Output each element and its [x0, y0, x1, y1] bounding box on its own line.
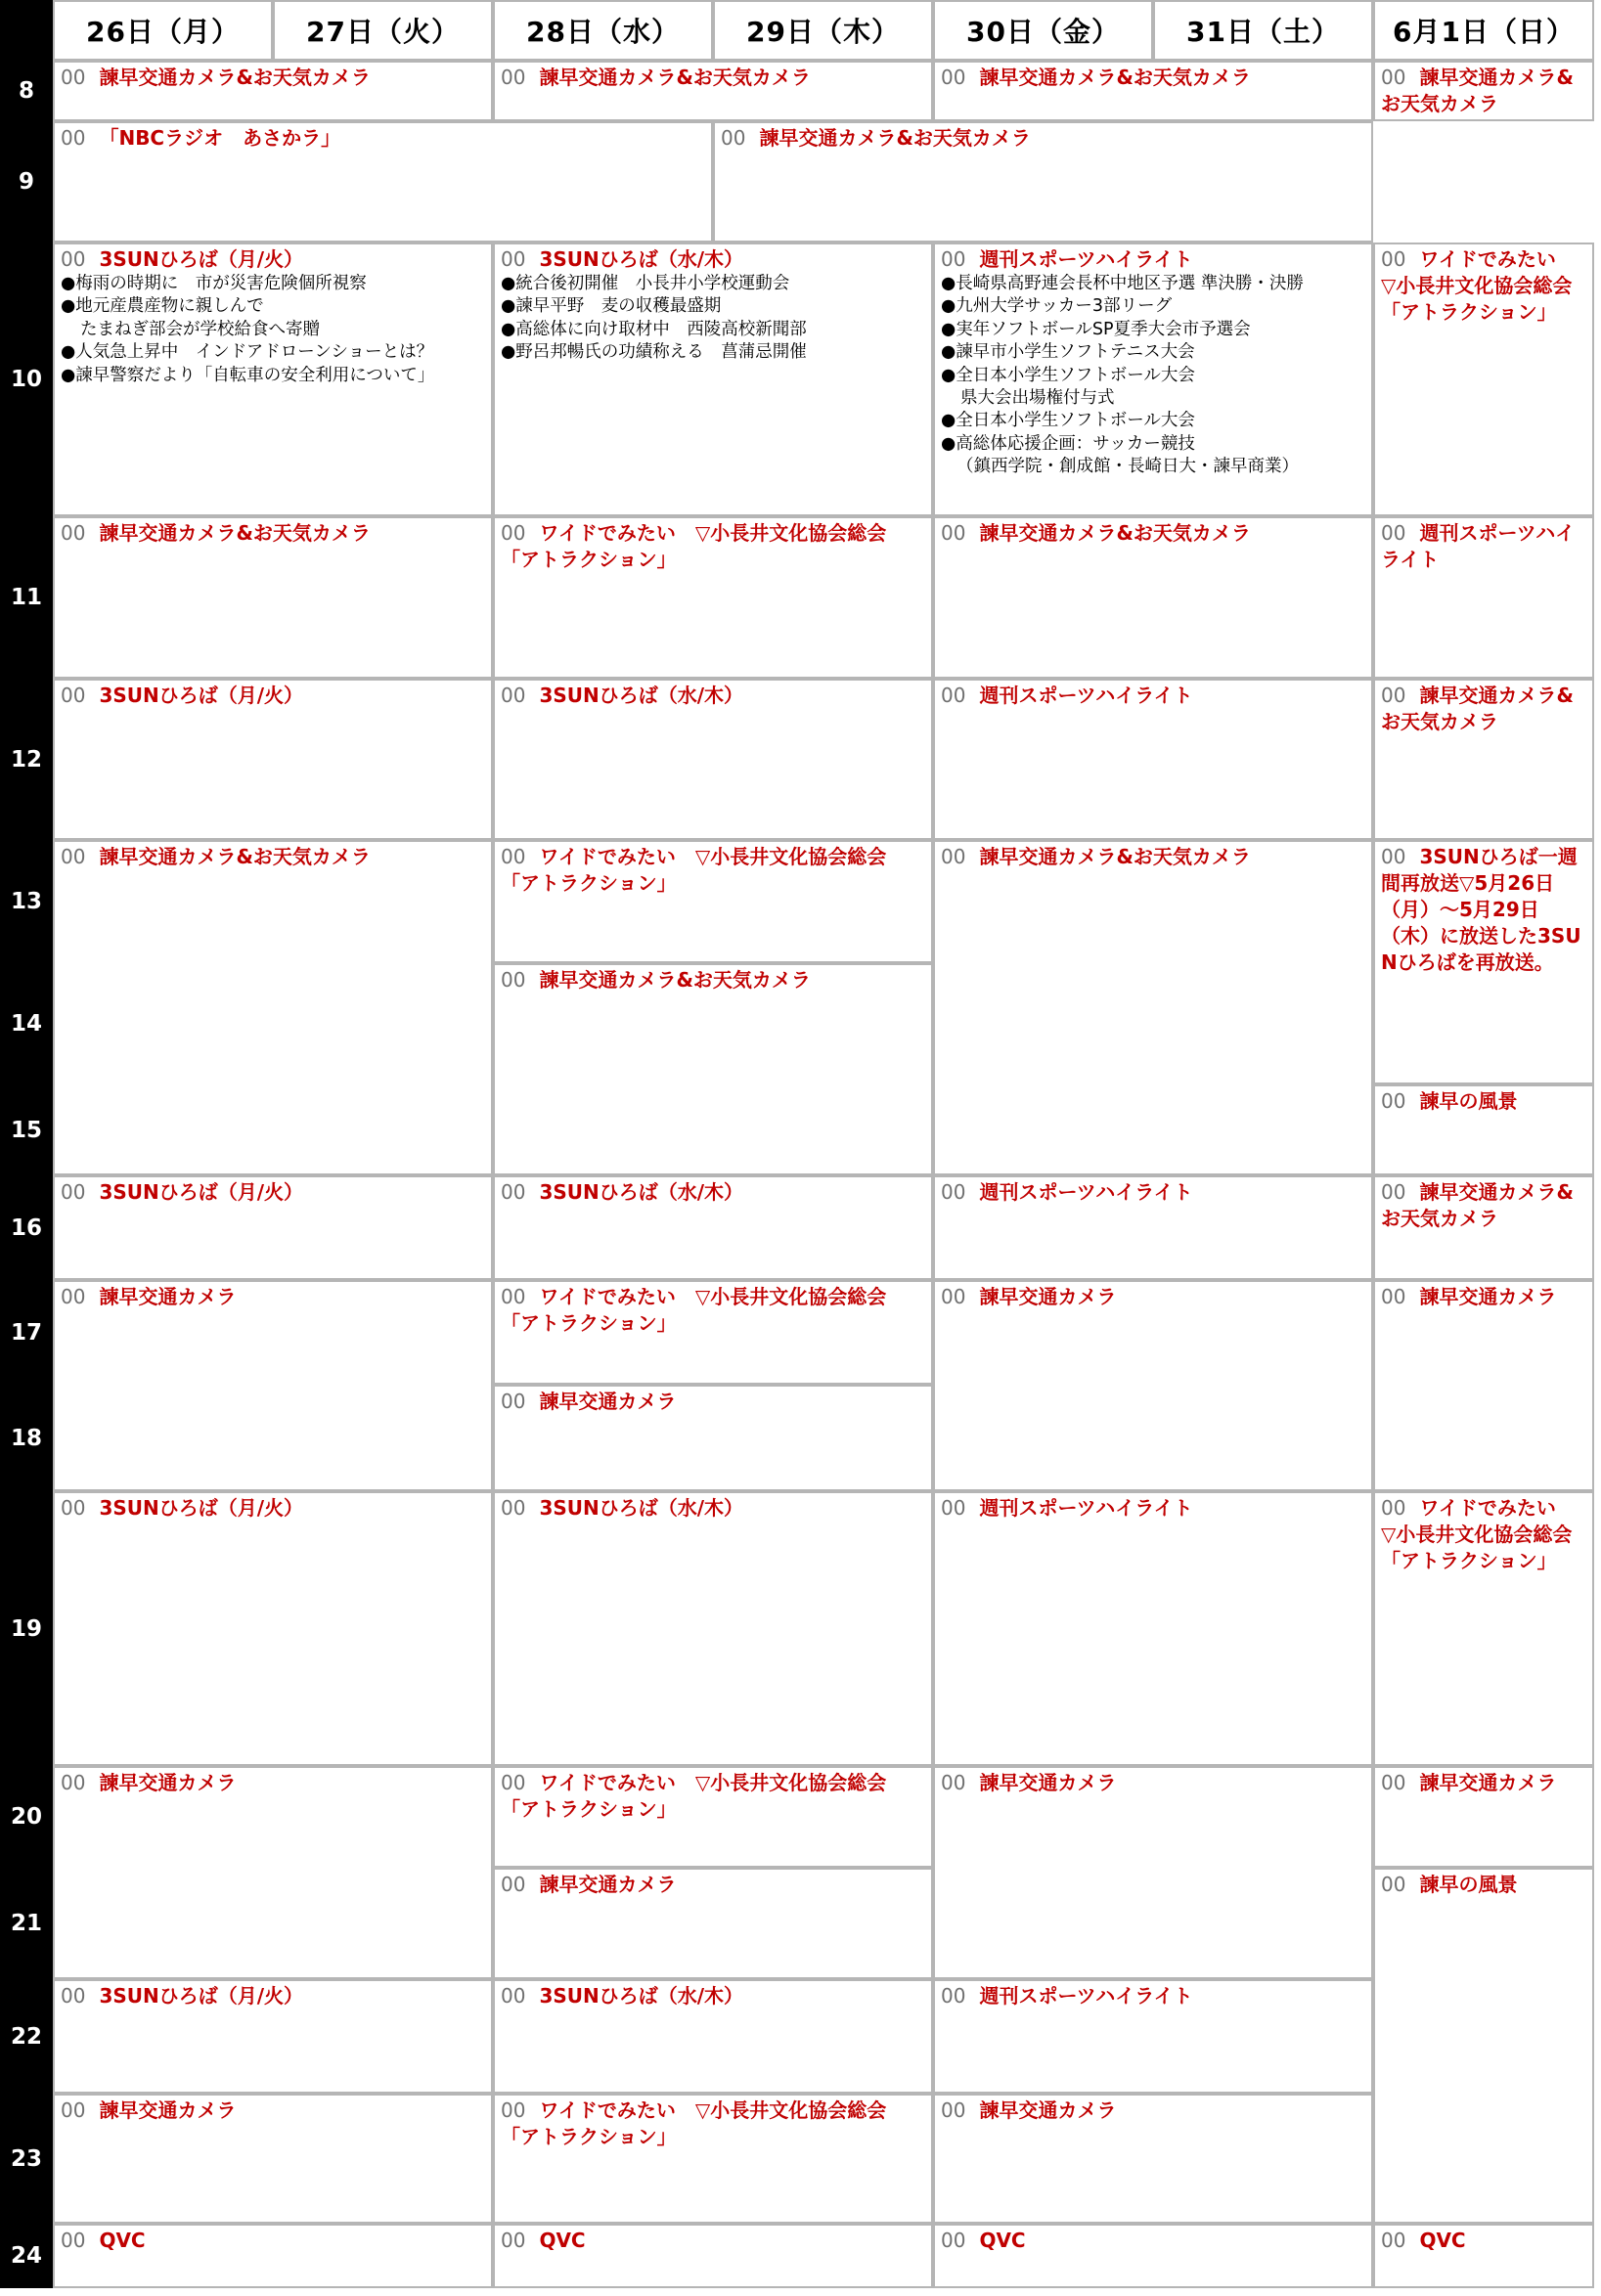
- program-title: 諫早交通カメラ: [539, 1390, 677, 1413]
- sunhiroba-program-title: [501, 683, 925, 709]
- program-cell[interactable]: [493, 840, 933, 963]
- start-minute: 00: [61, 845, 86, 868]
- day-header: 31日（土）: [1153, 0, 1373, 61]
- wide-program-title: [501, 844, 925, 897]
- program-title: 諫早交通カメラ: [539, 1873, 677, 1896]
- start-minute: 00: [501, 845, 526, 868]
- program-cell[interactable]: [53, 679, 493, 840]
- program-cell[interactable]: [713, 121, 1373, 243]
- traffic-camera-program-title: [61, 2097, 485, 2124]
- day-header: 26日（月）: [53, 0, 273, 61]
- sunhiroba-program-title: [61, 683, 485, 709]
- start-minute: 00: [1381, 247, 1406, 271]
- program-title: QVC: [99, 2229, 146, 2252]
- program-title: ワイドでみたい ▽小長井文化協会総会「アトラクション」: [1381, 247, 1576, 324]
- program-cell[interactable]: [493, 963, 933, 1175]
- start-minute: 00: [61, 684, 86, 707]
- program-title: 3SUNひろば（月/火）: [99, 1180, 304, 1204]
- start-minute: 00: [1381, 1285, 1406, 1308]
- program-title: 諫早交通カメラ&お天気カメラ: [979, 66, 1251, 89]
- hour-label: 11: [0, 516, 53, 679]
- program-cell[interactable]: [53, 243, 493, 516]
- program-detail-item: 県大会出場権付与式: [960, 388, 1115, 409]
- program-title: 3SUNひろば（月/火）: [99, 1496, 304, 1520]
- start-minute: 00: [501, 684, 526, 707]
- qvc-program-title: [61, 2228, 485, 2254]
- start-minute: 00: [941, 247, 966, 271]
- program-cell[interactable]: [53, 1280, 493, 1491]
- start-minute: 00: [941, 2098, 966, 2122]
- program-cell[interactable]: [493, 1385, 933, 1491]
- program-cell[interactable]: [53, 1491, 493, 1766]
- hour-label: 15: [0, 1084, 53, 1175]
- program-cell[interactable]: [933, 2094, 1373, 2224]
- rebroadcast-program-title: [1381, 844, 1586, 976]
- sunhiroba-program-title: [501, 1179, 925, 1206]
- nbc-radio-program-title: [61, 125, 705, 152]
- program-cell[interactable]: [933, 840, 1373, 1175]
- program-title: ワイドでみたい ▽小長井文化協会総会「アトラクション」: [501, 1771, 887, 1821]
- day-header: 29日（木）: [713, 0, 933, 61]
- program-detail-item: たまねぎ部会が学校給食へ寄贈: [80, 319, 320, 339]
- program-cell[interactable]: [933, 679, 1373, 840]
- program-title: 3SUNひろば（水/木）: [539, 247, 744, 271]
- program-details-list: [61, 273, 485, 387]
- program-title: 諫早交通カメラ&お天気カメラ: [539, 968, 811, 992]
- sunhiroba-program-title: [501, 1983, 925, 2009]
- program-title: QVC: [1419, 2229, 1466, 2252]
- start-minute: 00: [1381, 845, 1406, 868]
- program-title: 諫早の風景: [1419, 1873, 1518, 1896]
- sports-highlight-program-title: [1381, 520, 1586, 573]
- start-minute: 00: [61, 66, 86, 89]
- start-minute: 00: [501, 968, 526, 992]
- program-cell[interactable]: [493, 1175, 933, 1280]
- program-title: 3SUNひろば（月/火）: [99, 247, 304, 271]
- program-title: 3SUNひろば一週間再放送▽5月26日（月）～5月29日（木）に放送した3SUNひろばを再放送。: [1381, 845, 1581, 974]
- traffic-camera-program-title: [1381, 1284, 1586, 1310]
- sunhiroba-program-title: [61, 246, 485, 273]
- program-cell[interactable]: [53, 2224, 493, 2288]
- program-title: 「NBCラジオ あさかラ」: [99, 126, 341, 150]
- start-minute: 00: [941, 2229, 966, 2252]
- start-minute: 00: [61, 2098, 86, 2122]
- program-title: 3SUNひろば（月/火）: [99, 1984, 304, 2008]
- traffic-camera-program-title: [941, 1284, 1365, 1310]
- program-title: ワイドでみたい ▽小長井文化協会総会「アトラクション」: [1381, 1496, 1576, 1572]
- traffic-camera-program-title: [1381, 65, 1586, 117]
- program-cell[interactable]: [53, 121, 713, 243]
- start-minute: 00: [1381, 684, 1406, 707]
- qvc-program-title: [501, 2228, 925, 2254]
- start-minute: 00: [61, 1496, 86, 1520]
- program-title: 諫早交通カメラ&お天気カメラ: [539, 66, 811, 89]
- start-minute: 00: [941, 684, 966, 707]
- program-title: ワイドでみたい ▽小長井文化協会総会「アトラクション」: [501, 1285, 887, 1335]
- sunhiroba-program-title: [501, 246, 925, 273]
- hour-label: 18: [0, 1385, 53, 1491]
- program-title: 諫早交通カメラ: [1419, 1771, 1557, 1794]
- wide-program-title: [501, 1770, 925, 1823]
- program-cell[interactable]: [933, 1491, 1373, 1766]
- program-title: 諫早交通カメラ&お天気カメラ: [1381, 1180, 1574, 1230]
- sports-highlight-program-title: [941, 1495, 1365, 1522]
- program-cell[interactable]: [53, 61, 493, 121]
- program-cell[interactable]: [493, 1868, 933, 1979]
- program-title: 3SUNひろば（月/火）: [99, 684, 304, 707]
- program-title: 諫早交通カメラ&お天気カメラ: [99, 66, 371, 89]
- start-minute: 00: [501, 247, 526, 271]
- start-minute: 00: [1381, 2229, 1406, 2252]
- start-minute: 00: [501, 2098, 526, 2122]
- program-cell[interactable]: [493, 1491, 933, 1766]
- start-minute: 00: [501, 1390, 526, 1413]
- start-minute: 00: [61, 521, 86, 545]
- traffic-camera-program-title: [1381, 1179, 1586, 1232]
- start-minute: 00: [941, 521, 966, 545]
- start-minute: 00: [941, 845, 966, 868]
- program-cell[interactable]: [493, 61, 933, 121]
- program-title: 週刊スポーツハイライト: [1381, 521, 1576, 571]
- program-title: ワイドでみたい ▽小長井文化協会総会「アトラクション」: [501, 521, 887, 571]
- hour-label: 9: [0, 121, 53, 243]
- program-detail-item: ● 全日本小学生ソフトボール大会: [941, 365, 1365, 387]
- program-detail-item: ● 地元産農産物に親しんで: [61, 295, 485, 318]
- program-cell[interactable]: [1373, 1868, 1594, 2224]
- start-minute: 00: [61, 1984, 86, 2008]
- program-title: QVC: [539, 2229, 586, 2252]
- start-minute: 00: [61, 247, 86, 271]
- traffic-camera-program-title: [941, 844, 1365, 870]
- hour-label: 13: [0, 840, 53, 963]
- program-detail-item: （鎮西学院・創成館・長崎日大・諫早商業）: [956, 457, 1299, 477]
- program-title: 諫早の風景: [1419, 1089, 1518, 1113]
- program-title: 諫早交通カメラ: [979, 2098, 1117, 2122]
- start-minute: 00: [501, 1771, 526, 1794]
- program-cell[interactable]: [933, 516, 1373, 679]
- program-cell[interactable]: [493, 2224, 933, 2288]
- traffic-camera-program-title: [1381, 683, 1586, 735]
- program-detail-item: ● 実年ソフトボールSP夏季大会市予選会: [941, 319, 1365, 341]
- program-title: QVC: [979, 2229, 1026, 2252]
- program-cell[interactable]: [493, 1766, 933, 1868]
- scenery-program-title: [1381, 1872, 1586, 1898]
- start-minute: 00: [1381, 66, 1406, 89]
- traffic-camera-program-title: [61, 520, 485, 547]
- program-title: 週刊スポーツハイライト: [979, 684, 1193, 707]
- sports-highlight-program-title: [941, 246, 1365, 273]
- program-title: 諫早交通カメラ&お天気カメラ: [1381, 684, 1574, 733]
- program-cell[interactable]: [1373, 1491, 1594, 1766]
- program-title: 諫早交通カメラ: [979, 1285, 1117, 1308]
- program-cell[interactable]: [493, 679, 933, 840]
- program-cell[interactable]: [933, 243, 1373, 516]
- hour-label: 24: [0, 2224, 53, 2288]
- program-title: 諫早交通カメラ&お天気カメラ: [99, 845, 371, 868]
- program-details-list: [501, 273, 925, 365]
- program-title: ワイドでみたい ▽小長井文化協会総会「アトラクション」: [501, 2098, 887, 2148]
- program-cell[interactable]: [53, 840, 493, 1175]
- program-cell[interactable]: [53, 1766, 493, 1979]
- start-minute: 00: [941, 66, 966, 89]
- program-detail-item: ● 諫早警察だより「自転車の安全利用について」: [61, 365, 485, 387]
- start-minute: 00: [61, 1771, 86, 1794]
- start-minute: 00: [1381, 1771, 1406, 1794]
- start-minute: 00: [501, 1285, 526, 1308]
- traffic-camera-program-title: [61, 1284, 485, 1310]
- qvc-program-title: [1381, 2228, 1586, 2254]
- hour-label: 17: [0, 1280, 53, 1385]
- start-minute: 00: [1381, 1180, 1406, 1204]
- start-minute: 00: [501, 66, 526, 89]
- program-cell[interactable]: [493, 2094, 933, 2224]
- program-detail-item: ● 長崎県高野連会長杯中地区予選 準決勝・決勝: [941, 273, 1365, 295]
- program-title: 週刊スポーツハイライト: [979, 1180, 1193, 1204]
- hour-label: 8: [0, 61, 53, 121]
- program-cell[interactable]: [1373, 1766, 1594, 1868]
- start-minute: 00: [501, 1984, 526, 2008]
- program-cell[interactable]: [493, 243, 933, 516]
- hour-label: 23: [0, 2094, 53, 2224]
- program-title: 諫早交通カメラ&お天気カメラ: [979, 521, 1251, 545]
- start-minute: 00: [61, 126, 86, 150]
- wide-program-title: [501, 1284, 925, 1337]
- sports-highlight-program-title: [941, 683, 1365, 709]
- program-title: 諫早交通カメラ: [99, 2098, 237, 2122]
- day-header: 6月1日（日）: [1373, 0, 1594, 61]
- traffic-camera-program-title: [941, 65, 1365, 91]
- hour-label: 16: [0, 1175, 53, 1280]
- program-detail-item: ● 高総体に向け取材中 西陵高校新聞部: [501, 319, 925, 341]
- program-title: 諫早交通カメラ: [979, 1771, 1117, 1794]
- start-minute: 00: [501, 1496, 526, 1520]
- start-minute: 00: [1381, 1873, 1406, 1896]
- traffic-camera-program-title: [501, 1389, 925, 1415]
- day-header: 30日（金）: [933, 0, 1153, 61]
- program-title: 諫早交通カメラ: [99, 1285, 237, 1308]
- program-cell[interactable]: [933, 1175, 1373, 1280]
- wide-program-title: [1381, 246, 1586, 326]
- wide-program-title: [501, 520, 925, 573]
- program-cell[interactable]: [1373, 61, 1594, 121]
- program-cell[interactable]: [1373, 243, 1594, 516]
- wide-program-title: [501, 2097, 925, 2150]
- program-title: 3SUNひろば（水/木）: [539, 1180, 744, 1204]
- sunhiroba-program-title: [501, 1495, 925, 1522]
- wide-program-title: [1381, 1495, 1586, 1574]
- program-detail-item: ● 野呂邦暢氏の功績称える 菖蒲忌開催: [501, 341, 925, 364]
- program-cell[interactable]: [1373, 1084, 1594, 1175]
- program-cell[interactable]: [933, 1766, 1373, 1979]
- program-cell[interactable]: [1373, 679, 1594, 840]
- program-title: 諫早交通カメラ&お天気カメラ: [979, 845, 1251, 868]
- qvc-program-title: [941, 2228, 1365, 2254]
- traffic-camera-program-title: [61, 844, 485, 870]
- traffic-camera-program-title: [61, 1770, 485, 1796]
- program-cell[interactable]: [493, 1280, 933, 1385]
- program-cell[interactable]: [1373, 1175, 1594, 1280]
- start-minute: 00: [721, 126, 746, 150]
- start-minute: 00: [941, 1180, 966, 1204]
- program-cell[interactable]: [933, 1280, 1373, 1491]
- program-title: ワイドでみたい ▽小長井文化協会総会「アトラクション」: [501, 845, 887, 895]
- program-cell[interactable]: [1373, 516, 1594, 679]
- scenery-program-title: [1381, 1088, 1586, 1115]
- sunhiroba-program-title: [61, 1179, 485, 1206]
- hour-label: 21: [0, 1868, 53, 1979]
- program-cell[interactable]: [53, 2094, 493, 2224]
- program-detail-item: ● 統合後初開催 小長井小学校運動会: [501, 273, 925, 295]
- start-minute: 00: [501, 2229, 526, 2252]
- traffic-camera-program-title: [501, 967, 925, 993]
- program-cell[interactable]: [53, 516, 493, 679]
- traffic-camera-program-title: [941, 520, 1365, 547]
- start-minute: 00: [1381, 1089, 1406, 1113]
- program-detail-item: ● 人気急上昇中 インドアドローンショーとは？: [61, 341, 485, 364]
- program-detail-item: ● 全日本小学生ソフトボール大会: [941, 410, 1365, 432]
- start-minute: 00: [61, 2229, 86, 2252]
- sports-highlight-program-title: [941, 1179, 1365, 1206]
- program-detail-item: ● 九州大学サッカー3部リーグ: [941, 295, 1365, 318]
- start-minute: 00: [501, 1180, 526, 1204]
- program-title: 3SUNひろば（水/木）: [539, 684, 744, 707]
- hour-label: 20: [0, 1766, 53, 1868]
- program-title: 諫早交通カメラ: [1419, 1285, 1557, 1308]
- program-cell[interactable]: [493, 1979, 933, 2094]
- program-cell[interactable]: [1373, 1280, 1594, 1491]
- day-header: 28日（水）: [493, 0, 713, 61]
- program-detail-item: ● 梅雨の時期に 市が災害危険個所視察: [61, 273, 485, 295]
- start-minute: 00: [941, 1285, 966, 1308]
- traffic-camera-program-title: [941, 1770, 1365, 1796]
- start-minute: 00: [1381, 1496, 1406, 1520]
- program-cell[interactable]: [1373, 2224, 1594, 2288]
- program-cell[interactable]: [933, 2224, 1373, 2288]
- program-cell[interactable]: [53, 1979, 493, 2094]
- sports-highlight-program-title: [941, 1983, 1365, 2009]
- program-title: 週刊スポーツハイライト: [979, 1984, 1193, 2008]
- traffic-camera-program-title: [61, 65, 485, 91]
- hour-label: 14: [0, 963, 53, 1084]
- program-cell[interactable]: [933, 1979, 1373, 2094]
- program-detail-item: ● 諫早市小学生ソフトテニス大会: [941, 341, 1365, 364]
- program-title: 3SUNひろば（水/木）: [539, 1496, 744, 1520]
- traffic-camera-program-title: [501, 65, 925, 91]
- start-minute: 00: [941, 1771, 966, 1794]
- start-minute: 00: [61, 1285, 86, 1308]
- program-detail-item: ● 高総体応援企画：サッカー競技: [941, 433, 1365, 456]
- start-minute: 00: [501, 521, 526, 545]
- program-title: 諫早交通カメラ: [99, 1771, 237, 1794]
- start-minute: 00: [61, 1180, 86, 1204]
- start-minute: 00: [941, 1496, 966, 1520]
- start-minute: 00: [501, 1873, 526, 1896]
- traffic-camera-program-title: [721, 125, 1365, 152]
- program-detail-item: ● 諫早平野 麦の収穫最盛期: [501, 295, 925, 318]
- program-cell[interactable]: [1373, 840, 1594, 1084]
- traffic-camera-program-title: [941, 2097, 1365, 2124]
- traffic-camera-program-title: [501, 1872, 925, 1898]
- program-title: 諫早交通カメラ&お天気カメラ: [759, 126, 1031, 150]
- program-cell[interactable]: [53, 1175, 493, 1280]
- sunhiroba-program-title: [61, 1983, 485, 2009]
- start-minute: 00: [941, 1984, 966, 2008]
- program-cell[interactable]: [493, 516, 933, 679]
- program-title: 週刊スポーツハイライト: [979, 1496, 1193, 1520]
- hour-label: 10: [0, 243, 53, 516]
- hour-label: 12: [0, 679, 53, 840]
- sunhiroba-program-title: [61, 1495, 485, 1522]
- traffic-camera-program-title: [1381, 1770, 1586, 1796]
- program-details-list: [941, 273, 1365, 479]
- program-title: 週刊スポーツハイライト: [979, 247, 1193, 271]
- program-cell[interactable]: [933, 61, 1373, 121]
- program-title: 3SUNひろば（水/木）: [539, 1984, 744, 2008]
- program-title: 諫早交通カメラ&お天気カメラ: [1381, 66, 1574, 115]
- hour-label: 19: [0, 1491, 53, 1766]
- day-header: 27日（火）: [273, 0, 493, 61]
- start-minute: 00: [1381, 521, 1406, 545]
- program-title: 諫早交通カメラ&お天気カメラ: [99, 521, 371, 545]
- header-corner: [0, 0, 53, 61]
- hour-label: 22: [0, 1979, 53, 2094]
